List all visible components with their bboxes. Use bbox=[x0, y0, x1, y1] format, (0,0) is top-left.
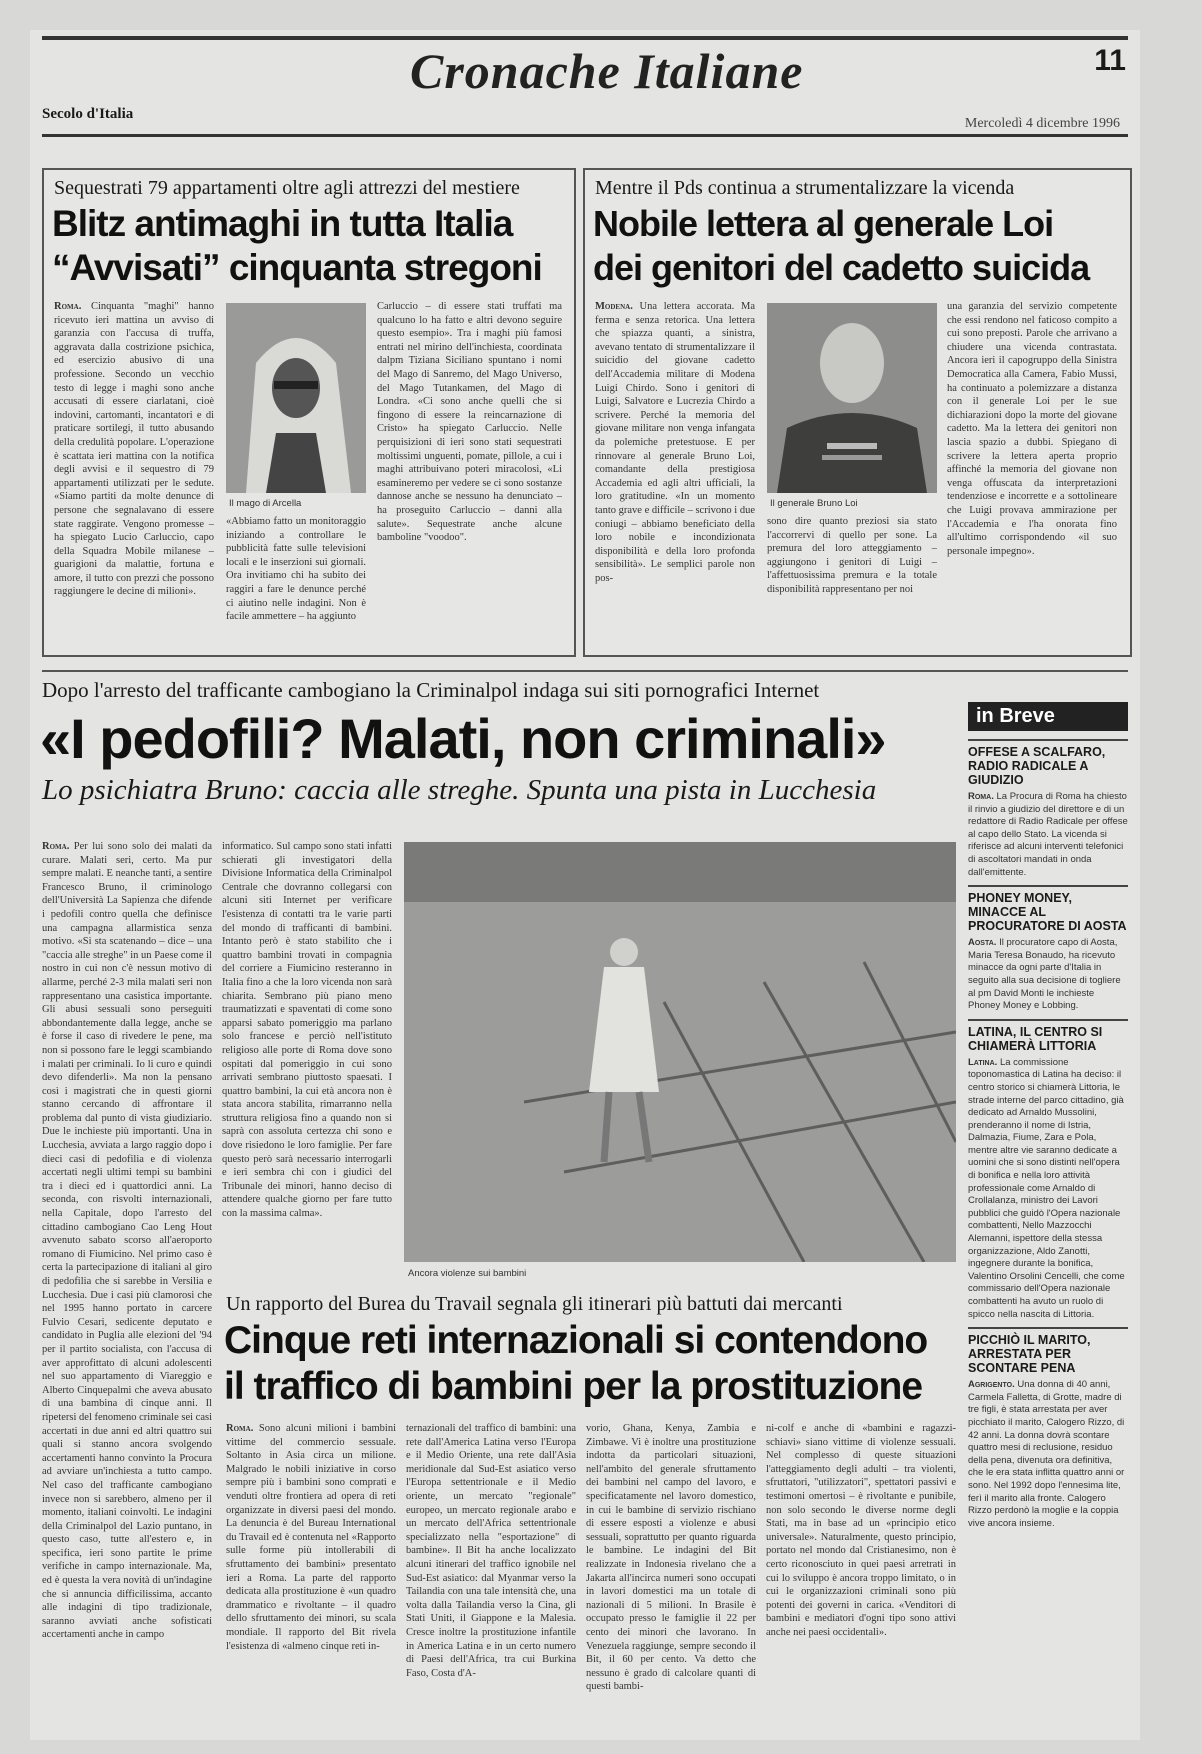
article-headline-2: il traffico di bambini per la prostituzione bbox=[224, 1365, 923, 1408]
article-kicker: Un rapporto del Burea du Travail segnala gli itinerari più battuti dai mercanti bbox=[226, 1293, 843, 1315]
issue-date: Mercoledì 4 dicembre 1996 bbox=[964, 116, 1120, 131]
article-headline: Blitz antimaghi in tutta Italia bbox=[52, 203, 513, 244]
top-rule bbox=[42, 36, 1128, 40]
article-column: una garanzia del servizio competente che essi rendono nel faticoso compito a cui sono preposti. Parole che arrivano a chiudere una vicenda contrastata. Ancora ieri il capogruppo della Sinistra Democratica alla Camera, Fabio Mussi, ha continuato a polemizzare a distanza con il generale Loi per le sue dichiarazioni dopo la morte del giovane cadetto. Ma la lettera dei genitori non lascia spazio a dubbi. Spiegano di scrivere la lettera aperta proprio affinché la memoria del giovane non venga offuscata da interpretazioni tendenziose e incorrette e a sottolineare che Luigi provava ammirazione per l'Accademia e l'ha onorata fino all'ultimo corrispondendo «il suo personale impegno». bbox=[947, 301, 1117, 557]
sidebar-title: in Breve bbox=[968, 702, 1128, 731]
brief-body: Il procuratore capo di Aosta, Maria Teresa Bonaudo, ha ricevuto minacce da ogni parte d'Italia in seguito alla sua decisione di togliere al pm David Monti le inchieste Phoney Money e Lobbing. bbox=[968, 937, 1121, 1012]
article-maghi bbox=[42, 168, 576, 657]
brief-text bbox=[968, 1057, 1128, 1321]
photo-caption: Il generale Bruno Loi bbox=[770, 498, 858, 509]
section-masthead: Cronache Italiane bbox=[410, 43, 804, 99]
photo-caption: Il mago di Arcella bbox=[229, 498, 302, 509]
photo-caption: Ancora violenze sui bambini bbox=[408, 1268, 527, 1279]
brief-title: PHONEY MONEY, MINACCE AL PROCURATORE DI AOSTA bbox=[968, 885, 1128, 933]
article-headline-2: dei genitori del cadetto suicida bbox=[593, 247, 1090, 288]
brief-body: La commissione toponomastica di Latina ha deciso: il centro storico si chiamerà Littoria, le strade interne del parco cittadino, già dedicato ad Arnaldo Mussolini, prenderanno il nome di Istria, Dalmazia, Fiume, Zara e Pola, mentre altre vie saranno dedicate a uomini che si sono distinti nell'opera di bonifica e nella loro attività professionale come Arnaldo di Crollalanza, ministro dei Lavori pubblici che guidò l'Opera nazionale combattenti, Nello Mazzocchi Alemanni, ispettore della stessa organizzazione, Aldo Zanotti, ingegnere durante la bonifica, Valentino Orsolini Cencelli, che come commissario dell'Opera nazionale combattenti ha avuto un ruolo di spicco nella nascita di Littoria. bbox=[968, 1056, 1125, 1320]
newspaper-name: Secolo d'Italia bbox=[42, 106, 134, 122]
in-breve-sidebar bbox=[968, 702, 1128, 1732]
dateline: Roma. bbox=[54, 301, 82, 312]
brief-body: La Procura di Roma ha chiesto il rinvio a giudizio del direttore e di un redattore di Radio Radicale per offese al capo dello Stato. La vicenda si riferisce ad alcuni interventi telefonici di ascoltatori mandati in onda dall'emittente. bbox=[968, 791, 1128, 878]
newspaper-page bbox=[30, 30, 1140, 1740]
dateline: Roma. bbox=[42, 841, 70, 852]
dateline: Latina. bbox=[968, 1056, 998, 1068]
mago-illustration bbox=[226, 303, 366, 493]
article-text: Una lettera accorata. Ma ferma e senza retorica. Una lettera che spiazza quanti, a sinistra, avevano tentato di strumentalizzare il suicidio del giovane cadetto dell'Accademia militare di Modena Luigi Chirdo. Sono i genitori di Luigi, Salvatore e Lucrezia Chirdo a scrivere. Perché la memoria del giovane militare non venga infangata da polemiche pretestuose. E per rinnovare al generale Bruno Loi, comandante della prestigiosa Accademia ed agli altri ufficiali, la loro gratitudine. «In un momento tanto grave e difficile – scrivono i due coniugi – abbiamo beneficiato della loro nobile e incondizionata disponibilità e della loro profonda sensibilità». Le semplici parole non pos- bbox=[595, 301, 755, 584]
article-text: Cinquanta "maghi" hanno ricevuto ieri mattina un avviso di garanzia con l'accusa di truffa, aggravata dalla costrizione psichica, ed esercizio abusivo di una professione. Secondo un vecchio testo di legge i maghi sono anche accusati di essere ciarlatani, cioè indovini, cartomanti, incantatori e di praticare sortilegi, il tutto abusando della credulità popolare. L'operazione è scattata ieri mattina con la notifica degli avvisi e il sequestro di 79 appartamenti utilizzati per le sedute. «Siamo partiti da molte denunce di persone che segnalavano di essere state raggirate. Vengono promesse – ha spiegato Lucio Carluccio, capo della Squadra Mobile milanese – guarigioni da malattie, fortuna e amore, il tutto con prezzi che possono raggiungere le decine di milioni». bbox=[54, 301, 214, 598]
article-column: «Abbiamo fatto un monitoraggio iniziando a controllare le pubblicità fatte sulle televisioni locali e le inserzioni sui giornali. Ora invitiamo chi ha subito dei raggiri a fare le denunce perché ci aiutino nelle indagini. Non è facile ammettere – ha aggiunto bbox=[226, 516, 366, 623]
article-column: ternazionali del traffico di bambini: una rete dall'America Latina verso l'Europa e il Medio Oriente, una rete dall'Asia meridionale dal Sud-Est asiatico verso l'Europa settentrionale e il Medio oriente, un mercato "regionale" europeo, un mercato regionale arabo e un mercato dell'Africa settentrionale specializzato nella "esportazione" di bambine». Il Bit ha anche localizzato alcuni itinerari del traffico ignobile nel Sud-Est asiatico: dal Myanmar verso la Tailandia con una tale intensità che, una volta dalla Tailandia verso la Cina, gli Stati Uniti, il Giappone e la Malesia. Cresce inoltre la prostituzione infantile in America Latina e in un certo numero di Paesi dell'Africa, tra cui Burkina Faso, Costa d'A- bbox=[406, 1423, 576, 1679]
article-subhead: Lo psichiatra Bruno: caccia alle streghe. Spunta una pista in Lucchesia bbox=[42, 774, 877, 806]
brief-title: LATINA, IL CENTRO SI CHIAMERÀ LITTORIA bbox=[968, 1019, 1128, 1053]
dateline: Roma. bbox=[226, 1423, 254, 1434]
article-column: Carluccio – di essere stati truffati ma qualcuno lo ha fatto e altri devono seguire questo esempio». Tra i maghi più famosi entrati nel mirino dell'inchiesta, coordinata dalpm Tiziana Siciliano spuntano i nomi del Mago di Sanremo, del Mago Universo, del Mago Tutankamen, del Mago di Londra. «Ci sono anche quelli che si fingono di essere la reincarnazione di Cristo» ha spiegato Carluccio. Nelle perquisizioni di ieri sono stati sequestrati moltissimi unguenti, pomate, pillole, a cui i maghi attribuivano poteri miracolosi, «Li esamineremo per vedere se ci sono sostanze dannose anche se nessuno ha denunciato – ha proseguito Carluccio – danni alla salute». Sequestrate anche alcune bamboline "voodoo". bbox=[377, 301, 562, 544]
article-kicker: Dopo l'arresto del trafficante cambogiano la Criminalpol indaga sui siti pornografici Internet bbox=[42, 678, 820, 702]
dateline: Aosta. bbox=[968, 937, 997, 949]
brief-title: PICCHIÒ IL MARITO, ARRESTATA PER SCONTARE PENA bbox=[968, 1327, 1128, 1375]
general-photo bbox=[767, 303, 937, 493]
page-number: 11 bbox=[1094, 44, 1126, 77]
brief-text bbox=[968, 791, 1128, 879]
article-column bbox=[595, 300, 755, 645]
article-headline-2: “Avvisati” cinquanta stregoni bbox=[52, 247, 542, 288]
article-text: Per lui sono solo dei malati da curare. Malati seri, certo. Ma pur sempre malati. E neanche tanti, a sentire Francesco Bruno, il criminologo dell'Università La Sapienza che difende i pedofili contro quella che definisce una campagna allarmistica senza motivo. «Si sta scatenando – dice – una "caccia alle streghe" in un Paese come il nostro in cui non c'è nessun motivo di allarme, perché 2-3 mila malati seri non rappresentano una casistica importante. Gli abusi sessuali sono perseguiti abbondantemente dalla legge, anche se è forse il caso di rivedere le pene, ma non si possono fare le leggi scambiando i malati per criminali. Io li curo e quindi devo difenderli». Ma non la pensano così i magistrati che in questi giorni stanno cercando di affrontare il problema dal punto di vista giudiziario. Due le inchieste più importanti. Una in Lucchesia, avviata a largo raggio dopo i dieci casi di pedofilia e di violenza accertati negli ultimi tempi su bambini tra i dieci ed i quattordici anni. La seconda, con risvolti internazionali, nella Capitale, dopo l'arresto del cittadino cambogiano Cao Leng Hout avvenuto sabato scorso all'aeroporto romano di Fiumicino. Nel primo caso è certa la partecipazione di italiani al giro di pedofilia che si sarebbe in Versilia e Lucchesia. Due i casi più clamorosi che nel 1995 hanno portato in carcere Fulvio Cesari, sedicente deputato e candidato in Puglia alle elezioni del '94 per il partito socialista, con l'accusa di aver approfittato di alcuni adolescenti nel suo appartamento di Viareggio e Alberto Cinquepalmi che aveva abusato di una bambina di cinque anni. Il ripetersi del fenomeno criminale sei casi accertati in due anni ed altri quattro sui quali si stanno ancora svolgendo accertamenti hanno convinto la Procura ad avviare un'inchiesta a tutto campo. Nel caso del trafficante cambogiano invece non si sarebbero, almeno per il momento, italiani coinvolti. Le indagini della Criminalpol del Lazio puntano, in questo caso, tutte all'estero e, in specifica, ieri sono partite le prime verifiche in campo internazionale. Ma, ed è questa la vera novità di un'indagine che si annuncia difficilissima, accanto alle indagini di tipo tradizionale, saranno avviati anche sofisticati accertamenti anche in campo bbox=[42, 841, 212, 1641]
child-illustration bbox=[404, 842, 956, 1262]
header-rule bbox=[42, 134, 1128, 137]
article-column: sono dire quanto preziosi sia stato l'accorrervi di quello per sone. La premura del loro atteggiamento – aggiungono i genitori di Luigi – l'affettuosissima premura e la totale disponibilità rappresentano per noi bbox=[767, 516, 937, 595]
brief-body: Una donna di 40 anni, Carmela Falletta, di Grotte, madre di tre figli, è stata arrestata per aver picchiato il marito, Calogero Rizzo, di 42 anni. La donna dovrà scontare quattro mesi di reclusione, residuo della pena, divenuta ora definitiva, che le era stata inflitta quattro anni or sono. Nel 1992 dopo l'ennesima lite, ferì il marito alla fronte. Calogero Rizzo perdonò la moglie e la coppia vive ancora insieme. bbox=[968, 1379, 1125, 1529]
brief-text bbox=[968, 1379, 1128, 1530]
dateline: Agrigento. bbox=[968, 1379, 1015, 1391]
article-column bbox=[42, 840, 212, 1730]
section-rule bbox=[42, 670, 1128, 672]
article-headline: Cinque reti internazionali si contendono bbox=[224, 1319, 928, 1362]
article-headline: «I pedofili? Malati, non criminali» bbox=[40, 707, 886, 770]
general-illustration bbox=[767, 303, 937, 493]
article-column: vorio, Ghana, Kenya, Zambia e Zimbawe. Vi è inoltre una prostituzione indotta da particolari situazioni, nell'ambito del generale sfruttamento dei bambini nel campo del lavoro, e specificatamente nel lavoro domestico, in cui le bambine di servizio rischiano di essere esposti a violenze e abusi sessuali, soprattutto per quanto riguarda le bambine. Le indagini del Bit realizzate in Indonesia rivelano che a Jakarta all'incirca numeri sono occupati in lavori domestici ma un totale di nazionali di 5 milioni. In Brasile è occupato presso le famiglie il 22 per cento dei minori che lavorano. In Venezuela raggiunge, sempre secondo il Bit, il 60 per cento. Va detto che nessuno è grado di calcolare quanti di questi bambi- bbox=[586, 1423, 756, 1693]
article-kicker: Mentre il Pds continua a strumentalizzare la vicenda bbox=[595, 177, 1015, 199]
article-text: Sono alcuni milioni i bambini vittime del commercio sessuale. Soltanto in Asia circa un milione. Malgrado le nobili iniziative in corso sempre più i bambini sono comprati e venduti oltre frontiera ad opera di reti organizzate in diversi paesi del mondo. La denuncia è del Bureau International du Travail ed è contenuta nel «Rapporto sulle forme più intollerabili di sfruttamento dei bambini» presentato ieri a Roma. La parte del rapporto dedicata alla prostituzione è «un quadro drammatico e rivoltante – il quadro dello sfruttamento dei minori, su scala mondiale. Il rapporto del Bit rivela l'esistenza di «almeno cinque reti in- bbox=[226, 1423, 396, 1652]
dateline: Roma. bbox=[968, 791, 994, 802]
child-photo bbox=[404, 842, 956, 1262]
article-kicker: Sequestrati 79 appartamenti oltre agli attrezzi del mestiere bbox=[54, 177, 520, 199]
article-column bbox=[54, 300, 214, 645]
article-column: informatico. Sul campo sono stati infatti schierati gli investigatori della Divisione Informatica della Criminalpol Centrale che dovranno collegarsi con alcuni siti Internet per verificare l'esistenza di contatti tra le varie parti del mondo di trafficanti di bambini. Intanto però è stato stabilito che i quattro bambini trovati in compagnia del corriere a Fiumicino resteranno in Italia fino a che la loro vicenda non sarà chiarita. Sembrano più piano meno traumatizzati e spaventati di come sono apparsi sabato pomeriggio ma parlano solo francese e perciò nell'istituto religioso alle porte di Roma dove sono ospitati dal pomeriggio in cui sono arrivati sembrano piuttosto spaesati. I quattro bambini, la cui età ancora non è stata ancora stabilita, rimarranno nella struttura religiosa fino a quando non si saprà con assoluta certezza chi sono e dove risiedono le loro famiglie. Per fare questo però sarà necessario interrogarli e ieri sembra chi con i giudici del Tribunale dei minori, hanno deciso di attendere qualche giorno per fare tutto con la massima calma». bbox=[222, 841, 392, 1220]
article-column bbox=[226, 1422, 396, 1730]
article-loi bbox=[583, 168, 1132, 657]
brief-text bbox=[968, 937, 1128, 1013]
dateline: Modena. bbox=[595, 301, 633, 312]
brief-title: OFFESE A SCALFARO, RADIO RADICALE A GIUDIZIO bbox=[968, 739, 1128, 787]
mago-photo bbox=[226, 303, 366, 493]
article-column: ni-colf e anche di «bambini e ragazzi-schiavi» siano vittime di violenze sessuali. Nel complesso di queste situazioni l'atteggiamento degli adulti – tra violenti, sfruttatori, "utilizzatori", spettatori passivi e testimoni omertosi – è rivoltante e punibile, non solo secondo le diverse norme degli Stati, ma in base ad un «principio etico universale». Naturalmente, questo principio, portato nel mondo dal Cristianesimo, non è certo riconosciuto in quei paesi arretrati in cui lo sviluppo è ancora troppo limitato, o in cui le organizzazioni criminali sono più potenti dei governi in carica. «Venditori di bambini e mediatori d'ogni tipo sono attivi anche nei paesi occidentali». bbox=[766, 1423, 956, 1638]
article-headline: Nobile lettera al generale Loi bbox=[593, 203, 1054, 244]
